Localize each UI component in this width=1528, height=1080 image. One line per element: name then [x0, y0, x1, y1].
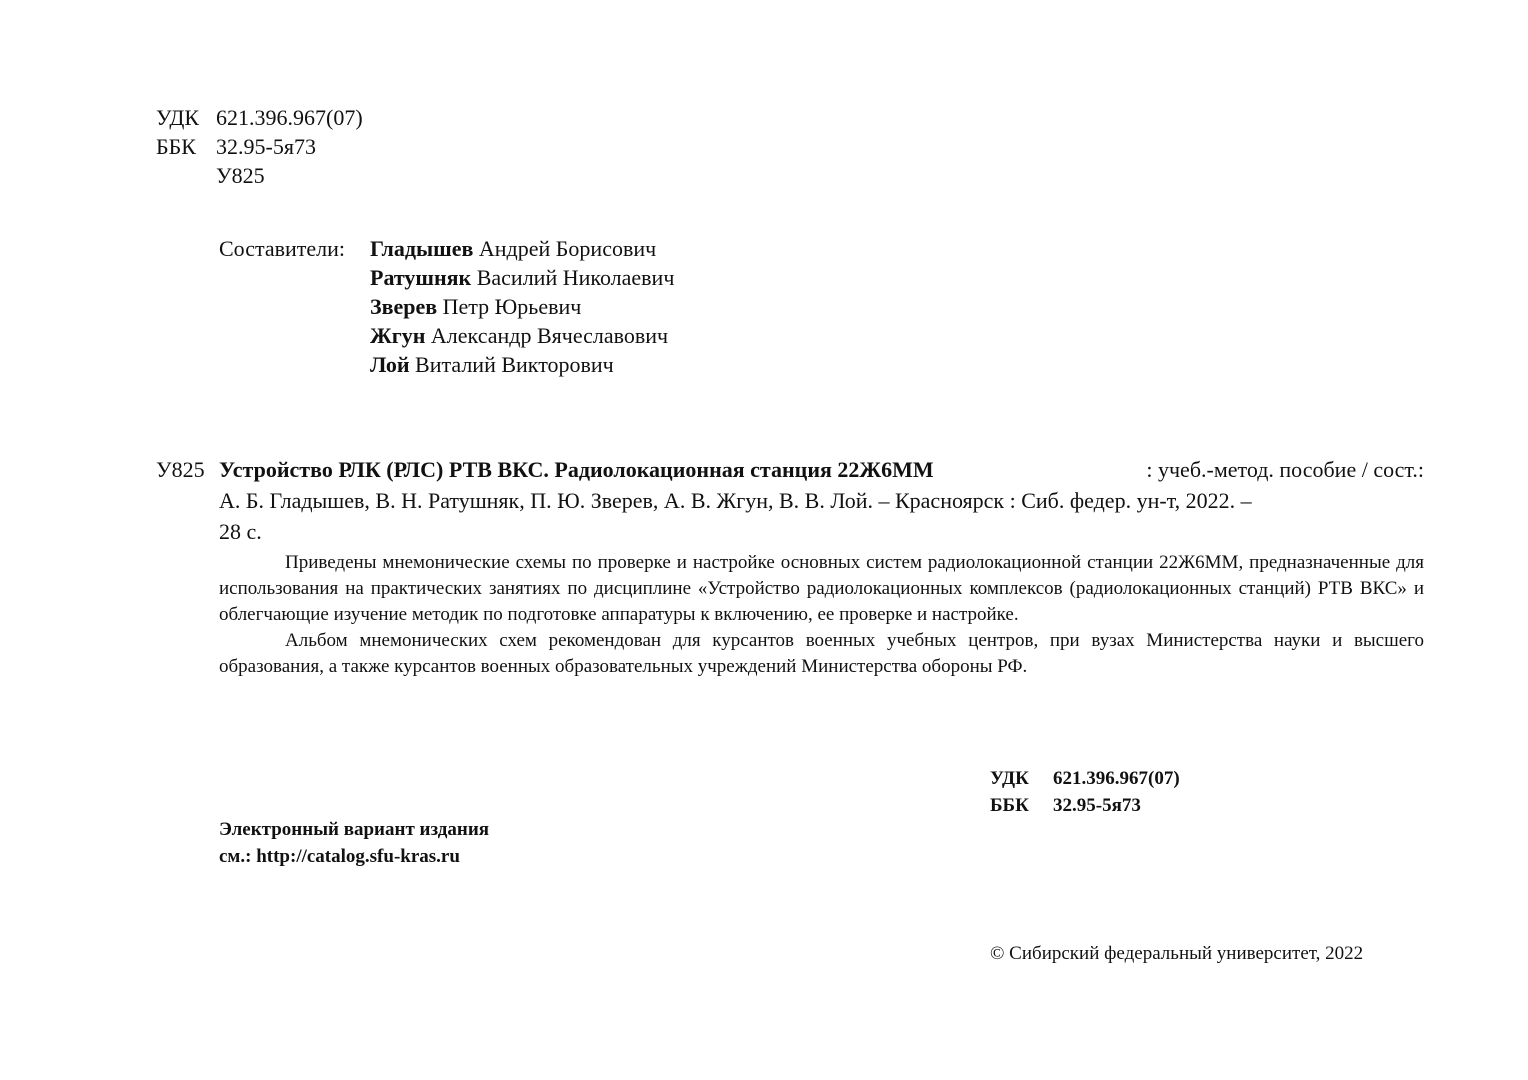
bbk-label: ББК [156, 134, 196, 159]
classification-block [156, 103, 363, 190]
bib-line-1 [219, 455, 1424, 486]
udk-row [156, 103, 363, 132]
compiler-name: Василий Николаевич [476, 265, 675, 290]
electronic-edition [219, 817, 489, 871]
bottom-bbk-label: ББК [990, 795, 1029, 816]
bbk-row [156, 132, 363, 161]
compiler-name: Андрей Борисович [478, 236, 657, 261]
bib-line-3: 28 с. [219, 519, 262, 544]
bottom-udk-label: УДК [990, 768, 1029, 789]
bibliographic-record [219, 455, 1424, 548]
compiler-surname: Лой [370, 352, 410, 377]
author-mark: У825 [216, 163, 265, 188]
compiler-row [219, 263, 674, 292]
udk-label: УДК [156, 105, 200, 130]
compiler-row [219, 234, 674, 263]
copyright: © Сибирский федеральный университет, 2022 [990, 943, 1364, 964]
annotation-paragraph: Приведены мнемонические схемы по проверке и настройке основных систем радиолокационной станции 22Ж6ММ, предназначенные для использования на практических занятиях по дисциплине «Устройство радиолокационных комплексов (радиолокационных станций) РТВ ВКС» и облегчающие изучение методик по подготовке аппаратуры к включению, ее проверке и настройке. [219, 552, 1424, 625]
compilers-label: Составители: [219, 236, 346, 261]
compiler-surname: Зверев [370, 294, 438, 319]
udk-code: 621.396.967(07) [216, 105, 363, 130]
annotation [219, 550, 1424, 680]
bottom-bbk-row [990, 793, 1180, 820]
bottom-udk-code: 621.396.967(07) [1053, 768, 1180, 789]
bib-author-mark: У825 [156, 457, 205, 482]
compiler-name: Петр Юрьевич [442, 294, 582, 319]
bottom-bbk-code: 32.95-5я73 [1053, 795, 1141, 816]
compiler-row [219, 292, 674, 321]
electronic-url: см.: http://catalog.sfu-kras.ru [219, 846, 460, 867]
book-type: : учеб.-метод. пособие / сост.: [1146, 457, 1424, 482]
bbk-code: 32.95-5я73 [216, 134, 316, 159]
compilers-block [219, 234, 674, 379]
bottom-udk-row [990, 766, 1180, 793]
compiler-name: Александр Вячеславович [430, 323, 669, 348]
compiler-row [219, 321, 674, 350]
annotation-paragraph: Альбом мнемонических схем рекомендован для курсантов военных учебных центров, при вузах Министерства науки и высшего образования, а также курсантов военных образовательных учреждений Министерства обороны РФ. [219, 630, 1424, 677]
compiler-row [219, 350, 674, 379]
electronic-line: Электронный вариант издания [219, 819, 490, 840]
compiler-surname: Жгун [370, 323, 426, 348]
book-title: Устройство РЛК (РЛС) РТВ ВКС. Радиолокационная станция 22Ж6ММ [219, 457, 934, 482]
bib-line-2: А. Б. Гладышев, В. Н. Ратушняк, П. Ю. Зверев, А. В. Жгун, В. В. Лой. – Красноярск : Сиб. федер. ун-т, 2022. – [219, 488, 1252, 513]
compiler-surname: Ратушняк [370, 265, 472, 290]
bottom-classification [990, 766, 1180, 820]
compiler-name: Виталий Викторович [415, 352, 614, 377]
compiler-surname: Гладышев [370, 236, 474, 261]
